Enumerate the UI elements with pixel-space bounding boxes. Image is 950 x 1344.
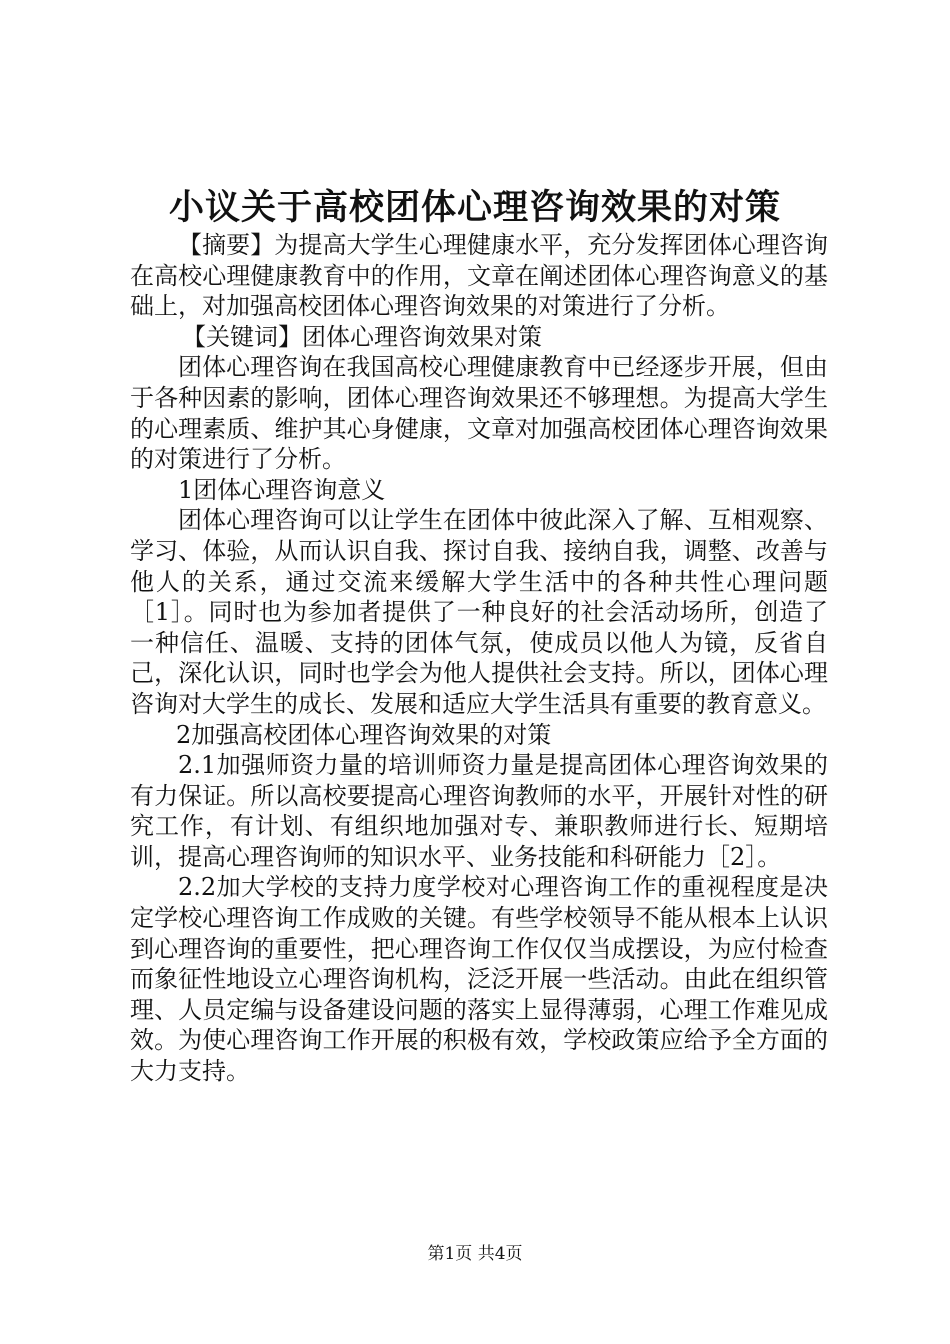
subsection-2-2-paragraph: 2.2加大学校的支持力度学校对心理咨询工作的重视程度是决定学校心理咨询工作成败的关键。有些学校领导不能从根本上认识到心理咨询的重要性，把心理咨询工作仅仅当成摆设，为应付检查而象征性地设立心理咨询机构，泛泛开展一些活动。由此在组织管理、人员定编与设备建设问题的落实上显得薄弱，心理工作难见成效。为使心理咨询工作开展的积极有效，学校政策应给予全方面的大力支持。: [130, 873, 828, 1086]
section-heading-2: 2加强高校团体心理咨询效果的对策: [176, 720, 552, 749]
document-title: 小议关于高校团体心理咨询效果的对策: [168, 187, 781, 228]
keywords-paragraph: 【关键词】团体心理咨询效果对策: [182, 322, 542, 351]
abstract-paragraph: 【摘要】为提高大学生心理健康水平，充分发挥团体心理咨询在高校心理健康教育中的作用，文章在阐述团体心理咨询意义的基础上，对加强高校团体心理咨询效果的对策进行了分析。: [130, 231, 828, 321]
section-heading-1: 1团体心理咨询意义: [178, 475, 386, 504]
intro-paragraph: 团体心理咨询在我国高校心理健康教育中已经逐步开展，但由于各种因素的影响，团体心理咨询效果还不够理想。为提高大学生的心理素质、维护其心身健康，文章对加强高校团体心理咨询效果的对策进行了分析。: [130, 353, 828, 474]
document-body: [130, 230, 828, 1087]
page-footer: 第1页 共4页: [427, 1244, 523, 1264]
subsection-2-1-paragraph: 2.1加强师资力量的培训师资力量是提高团体心理咨询效果的有力保证。所以高校要提高心理咨询教师的水平，开展针对性的研究工作，有计划、有组织地加强对专、兼职教师进行长、短期培训，提高心理咨询师的知识水平、业务技能和科研能力［2］。: [130, 751, 828, 871]
section-1-paragraph: 团体心理咨询可以让学生在团体中彼此深入了解、互相观察、学习、体验，从而认识自我、探讨自我、接纳自我，调整、改善与他人的关系，通过交流来缓解大学生活中的各种共性心理问题［1］。同时也为参加者提供了一种良好的社会活动场所，创造了一种信任、温暖、支持的团体气氛，使成员以他人为镜，反省自己，深化认识，同时也学会为他人提供社会支持。所以，团体心理咨询对大学生的成长、发展和适应大学生活具有重要的教育意义。: [130, 506, 828, 718]
